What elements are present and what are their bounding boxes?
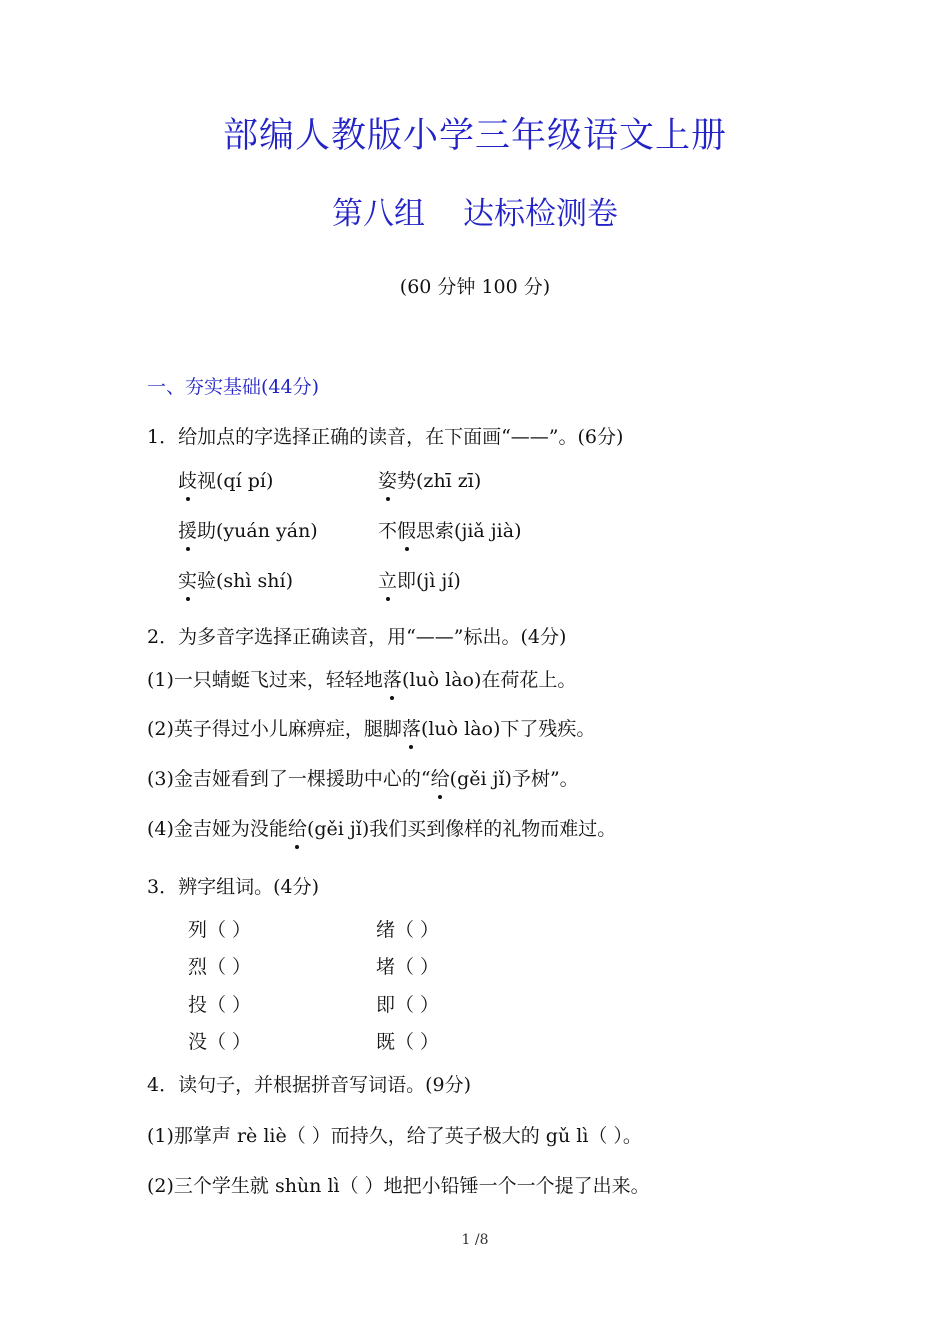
- question-1-prompt: 1．给加点的字选择正确的读音，在下面画“——”。(6分): [147, 426, 624, 448]
- q1-item-1: [178, 466, 273, 493]
- q3-left-2: 烈（ ）: [188, 956, 252, 978]
- q4-line-1: (1)那掌声 rè liè（ ）而持久，给了英子极大的 gǔ lì（ ）。: [147, 1125, 642, 1147]
- question-2-prompt: 2．为多音字选择正确读音，用“——”标出。(4分): [147, 626, 567, 648]
- q2-line-pre: (3)金吉娅看到了一棵援助中心的“: [147, 768, 431, 790]
- q2-line-2: [147, 714, 595, 741]
- q2-line-post: (luò lào)在荷花上。: [401, 669, 577, 691]
- q2-line-3: [147, 764, 579, 791]
- dotted-char: 立: [378, 566, 397, 593]
- question-4-prompt: 4．读句子，并根据拼音写词语。(9分): [147, 1074, 472, 1096]
- q3-left-3: 投（ ）: [188, 994, 252, 1016]
- q1-item-3: [178, 516, 318, 543]
- q1-item-text: 思索(jiǎ jià): [416, 520, 522, 542]
- q2-line-pre: (4)金吉娅为没能: [147, 818, 288, 840]
- time-info: (60 分钟 100 分): [399, 276, 551, 298]
- dotted-char: 假: [397, 516, 416, 543]
- q1-item-5: [178, 566, 293, 593]
- dotted-char: 给: [431, 764, 450, 791]
- q3-left-1: 列（ ）: [188, 919, 252, 941]
- dotted-char: 实: [178, 566, 197, 593]
- section-heading: 一、夯实基础(44分): [147, 376, 320, 398]
- question-3-prompt: 3．辨字组词。(4分): [147, 876, 320, 898]
- page-subtitle: [0, 188, 950, 233]
- q4-line-2: (2)三个学生就 shùn lì（ ）地把小铅锤一个一个提了出来。: [147, 1175, 650, 1197]
- dotted-char: 落: [402, 714, 421, 741]
- q2-line-pre: (2)英子得过小儿麻痹症，腿脚: [147, 718, 402, 740]
- q3-right-1: 绪（ ）: [376, 919, 440, 941]
- q3-right-2: 堵（ ）: [376, 956, 440, 978]
- q2-line-post: (gěi jǐ)予树”。: [449, 768, 579, 790]
- dotted-char: 援: [178, 516, 197, 543]
- q1-item-text: 势(zhī zī): [397, 470, 482, 492]
- subtitle-group: 第八组: [332, 196, 425, 232]
- dotted-char: 歧: [178, 466, 197, 493]
- q1-item-6: [378, 566, 461, 593]
- q3-left-4: 没（ ）: [188, 1031, 252, 1053]
- q2-line-post: (luò lào)下了残疾。: [420, 718, 596, 740]
- q1-item-text: 即(jì jí): [397, 570, 461, 592]
- q1-item-text: 验(shì shí): [197, 570, 294, 592]
- dotted-char: 姿: [378, 466, 397, 493]
- dotted-char: 给: [288, 814, 307, 841]
- q1-item-pre: 不: [378, 520, 398, 542]
- subtitle-name: 达标检测卷: [463, 196, 618, 232]
- q2-line-1: [147, 665, 576, 692]
- q3-right-4: 既（ ）: [376, 1031, 440, 1053]
- q2-line-pre: (1)一只蜻蜓飞过来，轻轻地: [147, 669, 383, 691]
- q1-item-text: 视(qí pí): [197, 470, 274, 492]
- q1-item-4: [378, 516, 522, 543]
- q3-right-3: 即（ ）: [376, 994, 440, 1016]
- q2-line-post: (gěi jǐ)我们买到像样的礼物而难过。: [306, 818, 617, 840]
- q1-item-2: [378, 466, 481, 493]
- q1-item-text: 助(yuán yán): [197, 520, 318, 542]
- q2-line-4: [147, 814, 616, 841]
- dotted-char: 落: [383, 665, 402, 692]
- page-title: 部编人教版小学三年级语文上册: [222, 116, 727, 156]
- page-number: 1 /8: [461, 1232, 489, 1248]
